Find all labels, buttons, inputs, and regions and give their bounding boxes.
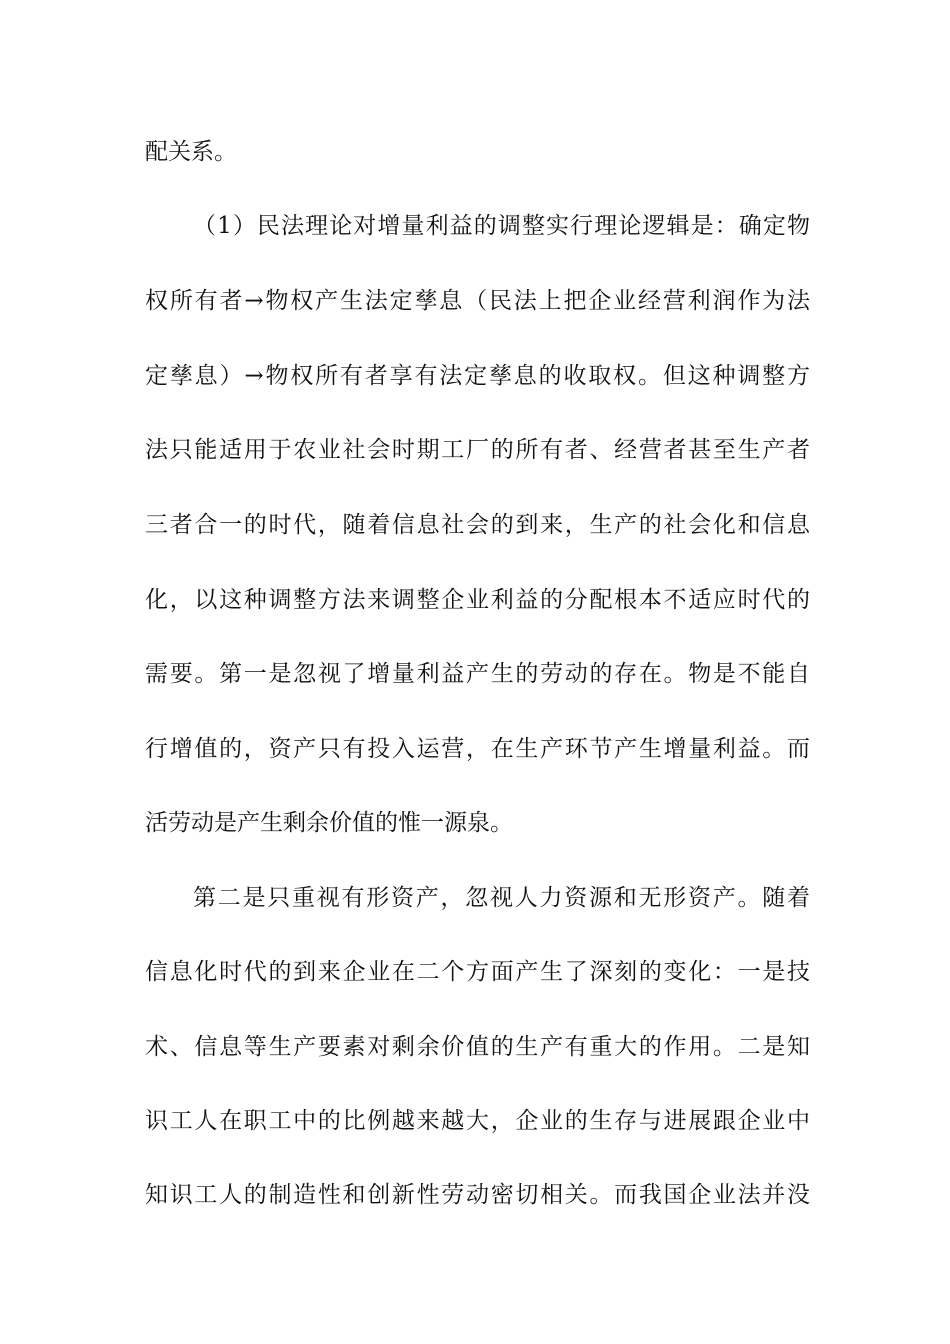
text-line: 需要。第一是忽视了增量利益产生的劳动的存在。物是不能自	[145, 661, 810, 687]
text-line: 活劳动是产生剩余价值的惟一源泉。	[145, 810, 513, 836]
text-line: 行增值的，资产只有投入运营，在生产环节产生增量利益。而	[145, 736, 810, 762]
text-line: 定孳息）→物权所有者享有法定孳息的收取权。但这种调整方	[145, 363, 810, 389]
text-line: 三者合一的时代，随着信息社会的到来，生产的社会化和信息	[145, 512, 810, 538]
text-line: 权所有者→物权产生法定孳息（民法上把企业经营利润作为法	[145, 288, 810, 314]
text-line: 知识工人的制造性和创新性劳动密切相关。而我国企业法并没	[145, 1182, 810, 1208]
text-line: 信息化时代的到来企业在二个方面产生了深刻的变化：一是技	[145, 959, 810, 985]
text-line: 法只能适用于农业社会时期工厂的所有者、经营者甚至生产者	[145, 437, 810, 463]
text-line: 化，以这种调整方法来调整企业利益的分配根本不适应时代的	[145, 587, 810, 613]
text-line: 识工人在职工中的比例越来越大，企业的生存与进展跟企业中	[145, 1108, 810, 1134]
text-line: 术、信息等生产要素对剩余价值的生产有重大的作用。二是知	[145, 1034, 810, 1060]
text-line: 第二是只重视有形资产，忽视人力资源和无形资产。随着	[193, 885, 810, 911]
text-line: （1）民法理论对增量利益的调整实行理论逻辑是：确定物	[193, 213, 810, 239]
text-line: 配关系。	[145, 139, 237, 165]
